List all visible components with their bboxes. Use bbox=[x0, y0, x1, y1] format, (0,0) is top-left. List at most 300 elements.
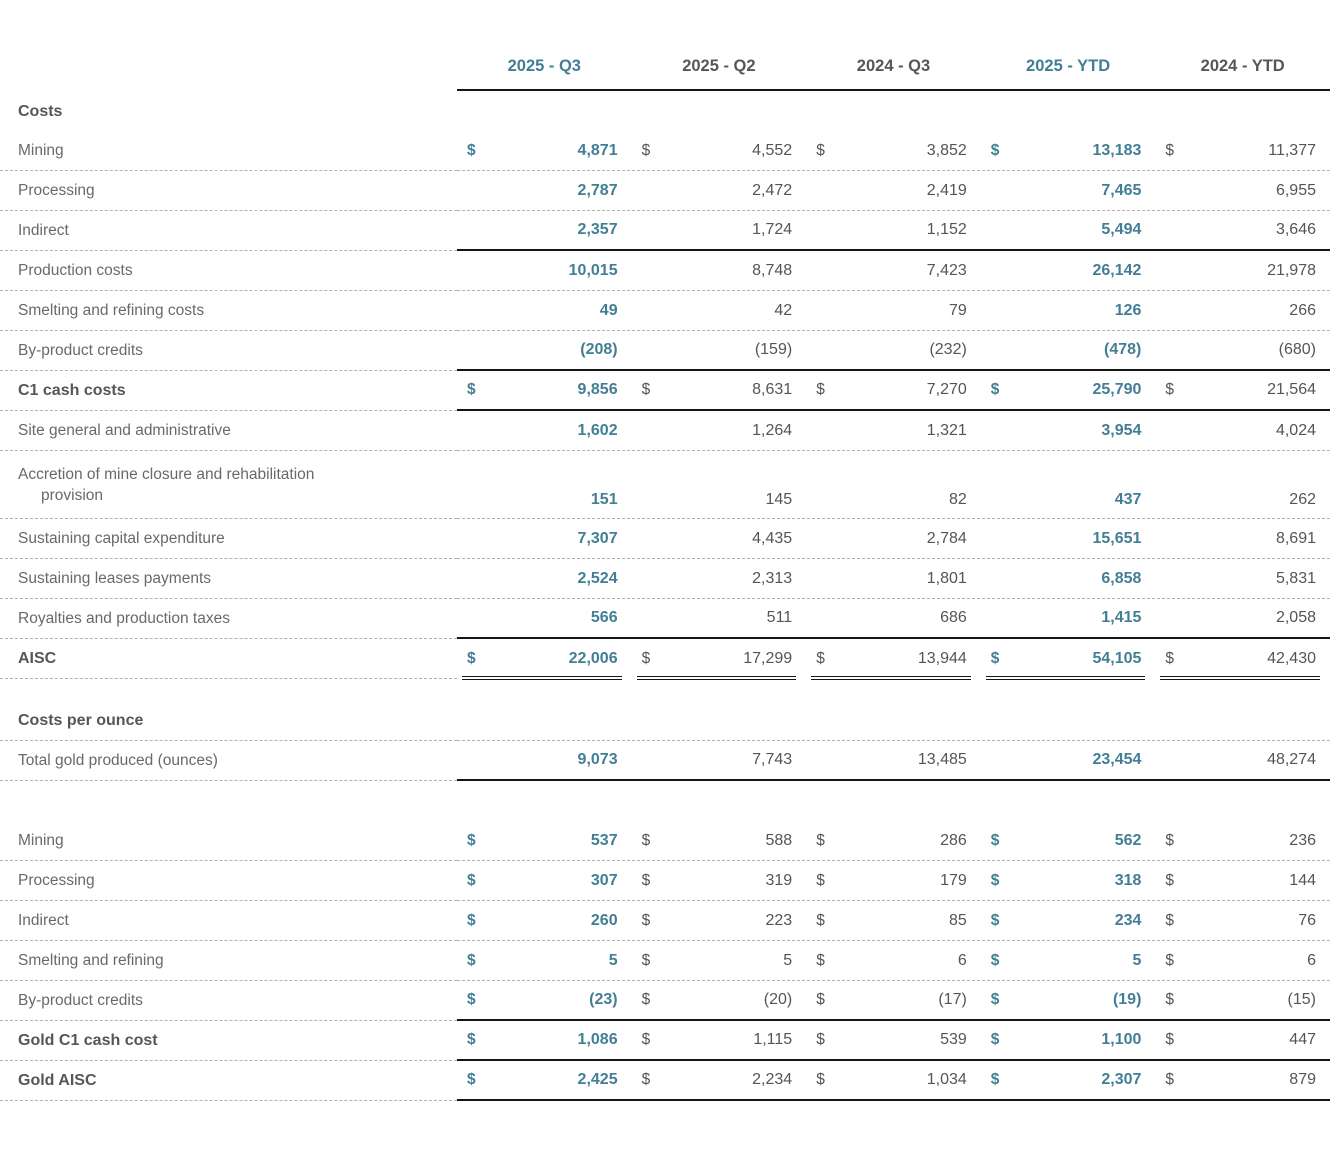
value-cell bbox=[981, 291, 1156, 330]
value-cell bbox=[1155, 411, 1330, 450]
dollar-sign: $ bbox=[1165, 650, 1175, 667]
table-body bbox=[0, 91, 1330, 1101]
dollar-sign: $ bbox=[816, 1031, 825, 1048]
row-label: Accretion of mine closure and rehabilitation provision bbox=[0, 451, 457, 519]
cell-value: 4,024 bbox=[1275, 421, 1316, 439]
dollar-sign: $ bbox=[816, 381, 825, 398]
value-cell bbox=[632, 981, 807, 1019]
value-cell bbox=[457, 411, 632, 450]
value-cell bbox=[632, 371, 807, 409]
value-cell bbox=[806, 639, 981, 679]
row-label: Total gold produced (ounces) bbox=[0, 741, 457, 781]
cell-value: (17) bbox=[938, 991, 967, 1008]
row-label: Mining bbox=[0, 821, 457, 861]
spacer-row bbox=[0, 781, 1330, 821]
value-cell bbox=[457, 901, 632, 940]
cell-value: 49 bbox=[599, 301, 618, 319]
cell-value: 145 bbox=[765, 491, 793, 508]
row-values bbox=[457, 701, 1330, 741]
table-row bbox=[0, 291, 1330, 331]
cell-value: 2,313 bbox=[752, 569, 793, 587]
cell-value: 85 bbox=[949, 911, 967, 929]
value-cell bbox=[806, 901, 981, 940]
cell-value: 42 bbox=[774, 301, 793, 319]
value-cell bbox=[981, 901, 1156, 940]
cell-value: 879 bbox=[1289, 1071, 1316, 1088]
dollar-sign: $ bbox=[467, 1071, 476, 1088]
row-label: Site general and administrative bbox=[0, 411, 457, 451]
cell-value: 3,646 bbox=[1275, 221, 1316, 238]
row-values bbox=[457, 861, 1330, 901]
value-cell bbox=[632, 251, 807, 290]
dollar-sign: $ bbox=[990, 141, 1000, 159]
value-cell bbox=[1155, 171, 1330, 210]
table-row bbox=[0, 519, 1330, 559]
value-cell bbox=[981, 981, 1156, 1019]
cell-value: 13,944 bbox=[917, 650, 967, 667]
value-cell bbox=[632, 171, 807, 210]
column-header-row bbox=[0, 0, 1330, 91]
value-cell bbox=[981, 639, 1156, 679]
row-values bbox=[457, 639, 1330, 679]
value-cell bbox=[1155, 371, 1330, 409]
cell-value: 4,871 bbox=[577, 141, 618, 159]
value-cell bbox=[457, 451, 632, 518]
cell-value: 2,357 bbox=[577, 221, 618, 238]
spacer-row bbox=[0, 679, 1330, 701]
table-row bbox=[0, 639, 1330, 679]
cell-value: 48,274 bbox=[1267, 751, 1316, 768]
dollar-sign: $ bbox=[641, 951, 651, 969]
row-label: C1 cash costs bbox=[0, 371, 457, 411]
value-cell bbox=[457, 291, 632, 330]
table-row bbox=[0, 131, 1330, 171]
cell-value: 5 bbox=[783, 951, 793, 969]
cell-value: 2,419 bbox=[926, 181, 967, 199]
value-cell bbox=[981, 1061, 1156, 1099]
table-row bbox=[0, 981, 1330, 1021]
value-cell bbox=[806, 131, 981, 170]
dollar-sign: $ bbox=[1165, 871, 1175, 889]
value-cell bbox=[632, 1061, 807, 1099]
cell-value: 144 bbox=[1289, 871, 1316, 889]
dollar-sign: $ bbox=[467, 1031, 476, 1048]
cell-value: 2,784 bbox=[926, 529, 967, 547]
cell-value: 179 bbox=[940, 871, 967, 889]
dollar-sign: $ bbox=[1165, 991, 1175, 1008]
cell-value: 25,790 bbox=[1092, 381, 1142, 398]
cell-value: 3,852 bbox=[926, 141, 967, 159]
value-cell bbox=[806, 251, 981, 290]
table-row bbox=[0, 1061, 1330, 1101]
cell-value: 511 bbox=[766, 609, 793, 626]
cell-value: 1,415 bbox=[1101, 609, 1142, 626]
cell-value: 6,858 bbox=[1101, 569, 1142, 587]
cell-value: 286 bbox=[940, 831, 967, 849]
dollar-sign: $ bbox=[467, 831, 476, 849]
cell-value: 2,524 bbox=[577, 569, 618, 587]
value-cell bbox=[457, 371, 632, 409]
value-cell bbox=[457, 821, 632, 860]
value-cell bbox=[981, 741, 1156, 779]
value-cell bbox=[457, 1021, 632, 1059]
column-header-4: 2024 - YTD bbox=[1200, 57, 1285, 75]
value-cell bbox=[632, 411, 807, 450]
cell-value: 1,801 bbox=[926, 569, 967, 587]
dollar-sign: $ bbox=[990, 951, 1000, 969]
cell-value: 2,234 bbox=[752, 1071, 793, 1088]
cell-value: 9,073 bbox=[577, 751, 618, 768]
value-cell bbox=[806, 171, 981, 210]
cell-value: 260 bbox=[590, 911, 618, 929]
row-values bbox=[457, 1021, 1330, 1061]
cell-value: (232) bbox=[929, 341, 967, 358]
column-header-1: 2025 - Q2 bbox=[682, 57, 756, 75]
value-cell bbox=[981, 331, 1156, 369]
column-header-0: 2025 - Q3 bbox=[507, 57, 581, 75]
cell-value: 1,724 bbox=[752, 221, 793, 238]
cell-value: 5,831 bbox=[1275, 569, 1316, 587]
dollar-sign: $ bbox=[816, 1071, 825, 1088]
row-values bbox=[457, 901, 1330, 941]
cell-value: (15) bbox=[1287, 991, 1316, 1008]
cell-value: 13,485 bbox=[917, 751, 967, 768]
row-values bbox=[457, 941, 1330, 981]
table-row bbox=[0, 251, 1330, 291]
value-cell bbox=[806, 1021, 981, 1059]
cell-value: 437 bbox=[1114, 491, 1142, 508]
dollar-sign: $ bbox=[467, 650, 476, 667]
row-label: Production costs bbox=[0, 251, 457, 291]
table-row bbox=[0, 559, 1330, 599]
cell-value: 2,472 bbox=[752, 181, 793, 199]
value-cell bbox=[806, 291, 981, 330]
dollar-sign: $ bbox=[990, 991, 1000, 1008]
dollar-sign: $ bbox=[467, 911, 476, 929]
dollar-sign: $ bbox=[467, 381, 476, 398]
row-values bbox=[457, 371, 1330, 411]
value-cell bbox=[457, 519, 632, 558]
cell-value: 21,978 bbox=[1267, 261, 1316, 279]
cell-value: 7,423 bbox=[926, 261, 967, 279]
value-cell bbox=[457, 861, 632, 900]
cell-value: 1,100 bbox=[1101, 1031, 1142, 1048]
cell-value: 82 bbox=[949, 491, 967, 508]
cell-value: 1,086 bbox=[577, 1031, 618, 1048]
table-row bbox=[0, 411, 1330, 451]
value-cell bbox=[632, 741, 807, 779]
cell-value: 7,465 bbox=[1101, 181, 1142, 199]
dollar-sign: $ bbox=[467, 951, 476, 969]
value-cell bbox=[981, 171, 1156, 210]
dollar-sign: $ bbox=[641, 831, 651, 849]
section-header-row bbox=[0, 701, 1330, 741]
value-cell bbox=[1155, 559, 1330, 598]
value-cell bbox=[981, 411, 1156, 450]
value-cell bbox=[981, 131, 1156, 170]
value-cell bbox=[457, 941, 632, 980]
dollar-sign: $ bbox=[816, 911, 825, 929]
cell-value: 6,955 bbox=[1275, 181, 1316, 199]
row-values bbox=[457, 331, 1330, 371]
cell-value: 266 bbox=[1289, 301, 1316, 319]
dollar-sign: $ bbox=[641, 1071, 651, 1088]
table-row bbox=[0, 371, 1330, 411]
value-cell bbox=[457, 171, 632, 210]
cell-value: 223 bbox=[765, 911, 793, 929]
cell-value: (680) bbox=[1278, 341, 1316, 358]
row-values bbox=[457, 291, 1330, 331]
cell-value: 22,006 bbox=[568, 650, 618, 667]
cell-value: 26,142 bbox=[1092, 261, 1142, 279]
cell-value: 8,748 bbox=[752, 261, 793, 279]
dollar-sign: $ bbox=[990, 1071, 1000, 1088]
cell-value: 126 bbox=[1114, 301, 1142, 319]
value-cell bbox=[1155, 861, 1330, 900]
table-row bbox=[0, 941, 1330, 981]
cell-value: 1,321 bbox=[926, 421, 967, 439]
value-cell bbox=[981, 559, 1156, 598]
value-cell bbox=[457, 131, 632, 170]
value-cell bbox=[806, 861, 981, 900]
dollar-sign: $ bbox=[1165, 951, 1175, 969]
table-row bbox=[0, 211, 1330, 251]
cell-value: 10,015 bbox=[568, 261, 618, 279]
cell-value: 5,494 bbox=[1101, 221, 1142, 238]
value-cell bbox=[806, 451, 981, 518]
value-cell bbox=[806, 331, 981, 369]
cell-value: 318 bbox=[1114, 871, 1142, 889]
value-cell bbox=[632, 639, 807, 679]
value-cell bbox=[806, 371, 981, 409]
value-cell bbox=[1155, 741, 1330, 779]
cell-value: 3,954 bbox=[1101, 421, 1142, 439]
cell-value: (159) bbox=[754, 341, 793, 358]
row-values bbox=[457, 821, 1330, 861]
row-values bbox=[457, 131, 1330, 171]
dollar-sign: $ bbox=[990, 911, 1000, 929]
cell-value: 1,264 bbox=[752, 421, 793, 439]
table-row bbox=[0, 171, 1330, 211]
cell-value: 151 bbox=[590, 491, 618, 508]
value-cell bbox=[632, 331, 807, 369]
row-label: Processing bbox=[0, 171, 457, 211]
value-cell bbox=[1155, 981, 1330, 1019]
value-cell bbox=[457, 251, 632, 290]
cell-value: 79 bbox=[949, 301, 967, 319]
row-values bbox=[457, 559, 1330, 599]
value-cell bbox=[1155, 821, 1330, 860]
dollar-sign: $ bbox=[1165, 831, 1175, 849]
cell-value: 5 bbox=[608, 951, 618, 969]
value-cell bbox=[1155, 131, 1330, 170]
dollar-sign: $ bbox=[990, 381, 1000, 398]
row-values bbox=[457, 599, 1330, 639]
cell-value: 15,651 bbox=[1092, 529, 1142, 547]
row-label: By-product credits bbox=[0, 981, 457, 1021]
value-cell bbox=[457, 639, 632, 679]
dollar-sign: $ bbox=[641, 1031, 651, 1048]
row-label: Indirect bbox=[0, 901, 457, 941]
row-values bbox=[457, 1061, 1330, 1101]
value-cell bbox=[981, 251, 1156, 290]
row-values bbox=[457, 741, 1330, 781]
row-values bbox=[457, 519, 1330, 559]
dollar-sign: $ bbox=[1165, 1071, 1175, 1088]
value-cell bbox=[981, 861, 1156, 900]
dollar-sign: $ bbox=[1165, 911, 1175, 929]
row-values bbox=[457, 171, 1330, 211]
value-cell bbox=[1155, 251, 1330, 290]
dollar-sign: $ bbox=[641, 991, 651, 1008]
value-cell bbox=[632, 211, 807, 249]
cell-value: 2,307 bbox=[1101, 1071, 1142, 1088]
value-cell bbox=[632, 559, 807, 598]
value-cell bbox=[457, 1061, 632, 1099]
cell-value: 54,105 bbox=[1092, 650, 1142, 667]
value-cell bbox=[1155, 331, 1330, 369]
dollar-sign: $ bbox=[1165, 1031, 1175, 1048]
value-cell bbox=[632, 821, 807, 860]
cell-value: 562 bbox=[1114, 831, 1142, 849]
value-cell bbox=[981, 821, 1156, 860]
value-cell bbox=[806, 411, 981, 450]
value-cell bbox=[806, 821, 981, 860]
cell-value: 6 bbox=[957, 951, 967, 969]
cell-value: 539 bbox=[940, 1031, 967, 1048]
cell-value: 42,430 bbox=[1267, 650, 1316, 667]
row-values bbox=[457, 91, 1330, 131]
row-label: Gold AISC bbox=[0, 1061, 457, 1101]
dollar-sign: $ bbox=[816, 650, 825, 667]
value-cell bbox=[806, 941, 981, 980]
cell-value: 447 bbox=[1289, 1031, 1316, 1048]
row-label: Smelting and refining costs bbox=[0, 291, 457, 331]
row-values bbox=[457, 251, 1330, 291]
value-cell bbox=[632, 291, 807, 330]
cell-value: 13,183 bbox=[1092, 141, 1142, 159]
table-row bbox=[0, 741, 1330, 781]
dollar-sign: $ bbox=[990, 831, 1000, 849]
value-cell bbox=[632, 451, 807, 518]
value-cell bbox=[981, 519, 1156, 558]
cell-value: 262 bbox=[1289, 491, 1316, 508]
value-cell bbox=[1155, 291, 1330, 330]
value-cell bbox=[632, 861, 807, 900]
value-cell bbox=[1155, 1021, 1330, 1059]
value-cell bbox=[1155, 901, 1330, 940]
row-label: Mining bbox=[0, 131, 457, 171]
row-label: Processing bbox=[0, 861, 457, 901]
header-spacer bbox=[0, 0, 457, 91]
cell-value: 307 bbox=[590, 871, 618, 889]
column-header-2: 2024 - Q3 bbox=[856, 57, 931, 75]
value-cell bbox=[1155, 639, 1330, 679]
column-headers bbox=[457, 0, 1330, 91]
dollar-sign: $ bbox=[641, 871, 651, 889]
value-cell bbox=[806, 599, 981, 637]
dollar-sign: $ bbox=[1165, 381, 1175, 398]
value-cell bbox=[632, 1021, 807, 1059]
dollar-sign: $ bbox=[816, 871, 825, 889]
dollar-sign: $ bbox=[816, 951, 825, 969]
cell-value: 234 bbox=[1114, 911, 1142, 929]
value-cell bbox=[632, 941, 807, 980]
dollar-sign: $ bbox=[641, 911, 651, 929]
row-values bbox=[457, 411, 1330, 451]
table-row bbox=[0, 861, 1330, 901]
cell-value: 7,270 bbox=[926, 381, 967, 398]
cell-value: 319 bbox=[765, 871, 793, 889]
cell-value: 21,564 bbox=[1267, 381, 1316, 398]
row-label: Costs bbox=[18, 102, 63, 120]
cell-value: 4,435 bbox=[752, 529, 793, 547]
value-cell bbox=[806, 211, 981, 249]
row-label: Sustaining leases payments bbox=[0, 559, 457, 599]
dollar-sign: $ bbox=[467, 141, 476, 159]
value-cell bbox=[632, 901, 807, 940]
value-cell bbox=[806, 559, 981, 598]
value-cell bbox=[981, 941, 1156, 980]
cell-value: 5 bbox=[1132, 951, 1142, 969]
cell-value: 23,454 bbox=[1092, 751, 1142, 768]
cell-value: 2,425 bbox=[577, 1071, 618, 1088]
cell-value: 1,034 bbox=[926, 1071, 967, 1088]
row-label: Gold C1 cash cost bbox=[0, 1021, 457, 1061]
row-values bbox=[457, 981, 1330, 1021]
column-header-3: 2025 - YTD bbox=[1026, 57, 1111, 75]
value-cell bbox=[457, 741, 632, 779]
row-label: By-product credits bbox=[0, 331, 457, 371]
value-cell bbox=[806, 741, 981, 779]
value-cell bbox=[457, 981, 632, 1019]
cell-value: 537 bbox=[590, 831, 618, 849]
cell-value: (208) bbox=[580, 341, 618, 358]
value-cell bbox=[806, 1061, 981, 1099]
table-row bbox=[0, 1021, 1330, 1061]
value-cell bbox=[981, 1021, 1156, 1059]
cell-value: 7,743 bbox=[752, 751, 793, 768]
cell-value: 236 bbox=[1289, 831, 1316, 849]
dollar-sign: $ bbox=[1165, 141, 1175, 159]
cell-value: 9,856 bbox=[577, 381, 618, 398]
value-cell bbox=[457, 559, 632, 598]
cell-value: 1,152 bbox=[926, 221, 967, 238]
value-cell bbox=[981, 599, 1156, 637]
cell-value: 11,377 bbox=[1268, 141, 1316, 159]
dollar-sign: $ bbox=[467, 871, 476, 889]
value-cell bbox=[806, 519, 981, 558]
dollar-sign: $ bbox=[641, 141, 651, 159]
value-cell bbox=[1155, 211, 1330, 249]
cell-value: 1,115 bbox=[753, 1031, 793, 1048]
value-cell bbox=[1155, 519, 1330, 558]
cell-value: (23) bbox=[589, 991, 618, 1008]
row-label: Royalties and production taxes bbox=[0, 599, 457, 639]
row-label: Sustaining capital expenditure bbox=[0, 519, 457, 559]
table-row bbox=[0, 331, 1330, 371]
dollar-sign: $ bbox=[816, 831, 825, 849]
cell-value: 4,552 bbox=[752, 141, 793, 159]
cell-value: 8,691 bbox=[1275, 529, 1316, 547]
cell-value: 1,602 bbox=[577, 421, 618, 439]
cell-value: 2,787 bbox=[577, 181, 618, 199]
row-label: Costs per ounce bbox=[0, 701, 457, 741]
cell-value: 76 bbox=[1298, 911, 1316, 929]
value-cell bbox=[1155, 1061, 1330, 1099]
cell-value: (19) bbox=[1112, 991, 1142, 1008]
dollar-sign: $ bbox=[990, 650, 1000, 667]
